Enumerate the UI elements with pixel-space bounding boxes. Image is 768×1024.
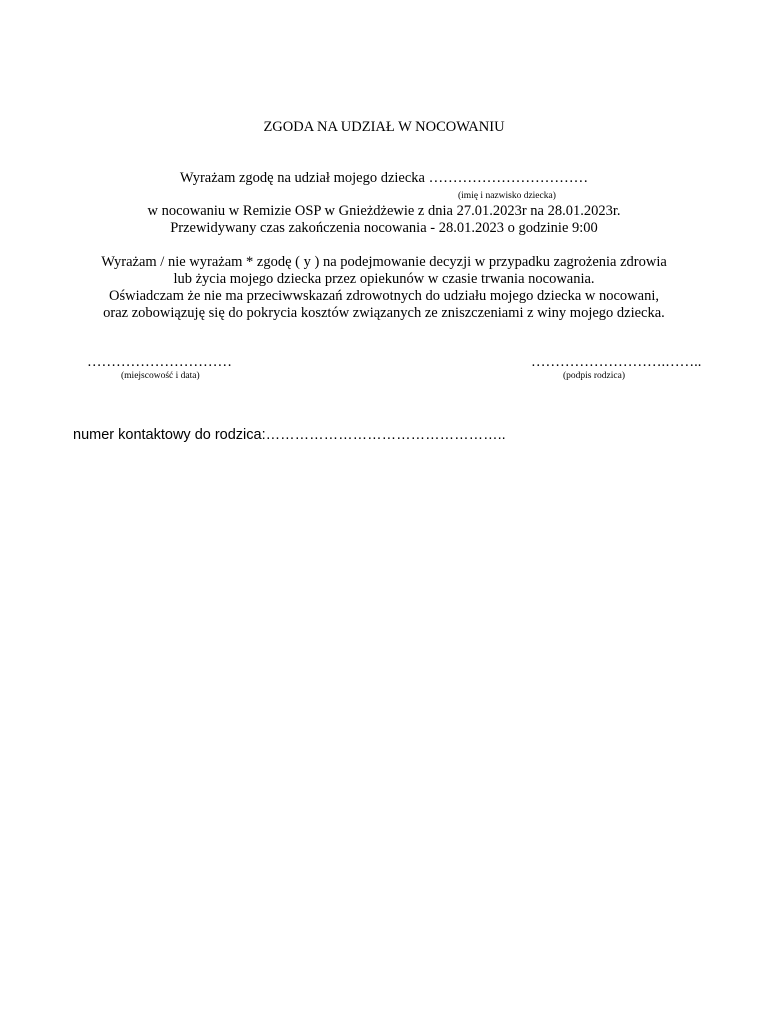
event-line: w nocowaniu w Remizie OSP w Gnieżdżewie z dnia 27.01.2023r na 28.01.2023r. xyxy=(147,203,621,219)
contact-number-line: numer kontaktowy do rodzica:………………………………………….. xyxy=(73,427,506,443)
signature-dots: ……………………….…….. xyxy=(531,354,702,370)
end-time-line: Przewidywany czas zakończenia nocowania - 28.01.2023 o godzinie 9:00 xyxy=(170,220,598,236)
decision-line-2: lub życia mojego dziecka przez opiekunów w czasie trwania nocowania. xyxy=(173,271,595,287)
place-date-caption: (miejscowość i data) xyxy=(121,371,200,381)
child-name-caption: (imię i nazwisko dziecka) xyxy=(458,191,556,201)
decision-line-1: Wyrażam / nie wyrażam * zgodę ( y ) na podejmowanie decyzji w przypadku zagrożenia zdrowia xyxy=(101,254,667,270)
declaration-line-2: oraz zobowiązuję się do pokrycia kosztów związanych ze zniszczeniami z winy mojego dziecka. xyxy=(103,305,665,321)
signature-caption: (podpis rodzica) xyxy=(563,371,625,381)
document-title: ZGODA NA UDZIAŁ W NOCOWANIU xyxy=(263,119,505,135)
consent-line: Wyrażam zgodę na udział mojego dziecka …………………………… xyxy=(179,170,589,186)
declaration-line-1: Oświadczam że nie ma przeciwwskazań zdrowotnych do udziału mojego dziecka w nocowani, xyxy=(109,288,659,304)
place-date-dots: ………………………… xyxy=(87,354,232,370)
